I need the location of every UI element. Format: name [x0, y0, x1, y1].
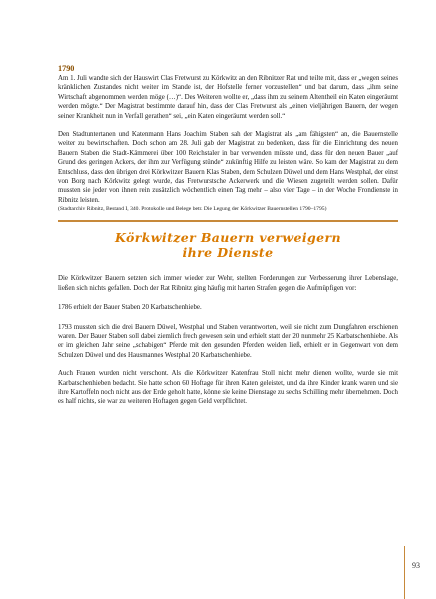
section-heading: [58, 230, 398, 260]
section-heading-line2: ihre Dienste: [182, 245, 274, 261]
paragraph-1793: 1793 mussten sich die drei Bauern Düwel, Westphal und Staben verantworten, weil sie nicht zum Dungfahren erschienen waren. Der Bauer Staben soll dabei ziemlich frech gewesen sein und erhielt statt der 20 nunmehr 25 Karbatschenhiebe. Als er im gleichen Jahr seine „schabigen“ Pferde mit den gesunden Pferden weiden ließ, erhielt er in Gegenwart von dem Schulzen Düwel und des Hausmannes Westphal 20 Karbatschenhiebe.: [58, 323, 398, 359]
paragraph-women: Auch Frauen wurden nicht verschont. Als die Körkwitzer Katenfrau Stoll nicht mehr dienen wollte, wurde sie mit Karbatschenhieben bedacht. Sie hatte schon 60 Hoftage für ihren Katen geleistet, und da ihre Kinder krank waren und sie ihre Kartoffeln noch nicht aus der Erde geholt hatte, könne sie keine Dienstage zu sechs Schilling mehr übernehmen. Doch es half nichts, sie war zu weiteren Hoftagen gegen Geld verpflichtet.: [58, 370, 398, 406]
page-number: 93: [412, 561, 420, 570]
page-number-rule: [404, 546, 405, 599]
paragraph-fretwurst-request: Am 1. Juli wandte sich der Hauswirt Clas Fretwurst zu Körkwitz an den Ribnitzer Rat und teilte mit, dass er „wegen seines kränklichen Zustandes nicht weiter im Stande ist, der Hofstelle ferner vorzustellen“ und bat darum, dass „ihm seine Wirtschaft abgenommen werden möge (…)“. Des Weiteren wollte er, „dass ihm zu seinem Altentheil ein Katen eingeräumt werden mögte.“ Der Magistrat bestimmte darauf hin, dass der Clas Fretwurst als „einen vieljährigen Bauern, der wegen seiner Krankheit nun in Verfall gerathen“ sei, „ein Katen eingeräumt werden soll.“: [58, 75, 398, 120]
source-citation: (Stadtarchiv Ribnitz, Bestand I, 340. Protokolle und Belege betr. Die Legung der Körkwitzer Bauernstellen 1790–1795): [58, 206, 327, 213]
section-heading-line1: Körkwitzer Bauern verweigern: [114, 230, 341, 246]
section-divider: [58, 220, 398, 222]
paragraph-intro-resistance: Die Körkwitzer Bauern setzten sich immer wieder zur Wehr, stellten Forderungen zur Verbesserung ihrer Lebenslage, ließen sich nichts gefallen. Doch der Rat Ribnitz ging häufig mit harten Strafen gegen die Aufmüpfigen vor:: [58, 275, 398, 292]
paragraph-1786: 1786 erhielt der Bauer Staben 20 Karbatschenhiebe.: [58, 304, 202, 312]
year-heading: 1790: [58, 64, 75, 73]
paragraph-staben-takeover: Den Stadtuntertanen und Katenmann Hans Joachim Staben sah der Magistrat als „am fähigsten“ an, die Bauernstelle weiter zu bewirtschaften. Doch schon am 28. Juli gab der Magistrat zu bedenken, dass für die Einrichtung des neuen Bauern Staben die Stadt-Kämmerei über 100 Reichstaler in bar verwenden müsste und, dass für den neuen Bauer „auf Grund des geringen Ackers, der ihm zur Verfügung stünde“ zukünftig Hilfe zu leisten wäre. So kam der Magistrat zu dem Entschluss, dass den übrigen drei Körkwitzer Bauern Klas Staben, dem Schulzen Düwel und dem Hans Westphal, der einst von Borg nach Körkwitz gelegt wurde, das Fretwurstsche Ackerwerk und die Wiesen zugeteilt werden sollen. Dafür mussten sie jeder von ihnen rein zusätzlich wöchentlich einen Tag mehr – also vier Tage – in der Woche Frondienste in Ribnitz leisten.: [58, 131, 398, 204]
page-content: [58, 64, 398, 407]
